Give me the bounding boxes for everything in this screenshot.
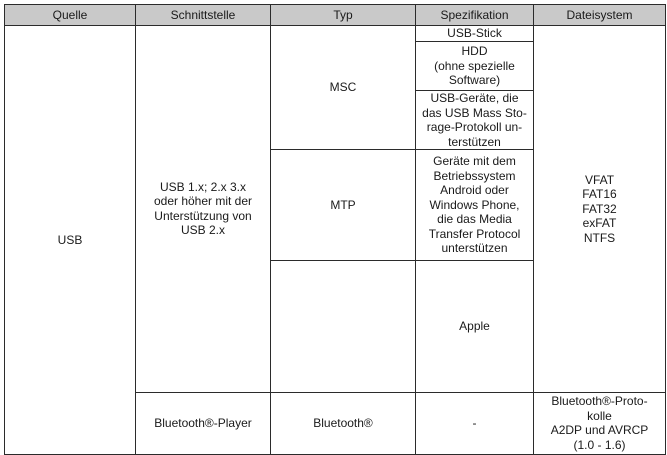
cell-spec-usbstick: USB-Stick xyxy=(416,26,534,42)
table-row xyxy=(5,26,666,42)
cell-dateisystem-usb: VFAT FAT16 FAT32 exFAT NTFS xyxy=(534,26,666,393)
cell-quelle-usb: USB xyxy=(5,26,136,455)
cell-typ-bluetooth: - xyxy=(416,392,534,454)
header-quelle: Quelle xyxy=(5,5,136,26)
cell-spec-mtp: Geräte mit dem Betriebssystem Android oder Windows Phone, die das Media Transfer Protocol unterstützen xyxy=(416,150,534,261)
cell-typ-mtp: MTP xyxy=(271,150,416,261)
cell-typ-apple: Apple xyxy=(416,261,534,393)
header-schnittstelle: Schnittstelle xyxy=(136,5,271,26)
cell-spec-bluetooth: Bluetooth®-Proto- kolle A2DP und AVRCP (1.0 - 1.6) xyxy=(534,392,666,454)
cell-typ-msc: MSC xyxy=(271,26,416,150)
cell-schnittstelle-bluetooth: Bluetooth® xyxy=(271,392,416,454)
header-dateisystem: Dateisystem xyxy=(534,5,666,26)
cell-spec-usb-geraete: USB-Geräte, die das USB Mass Sto- rage-Protokoll un- terstützen xyxy=(416,91,534,150)
cell-quelle-bluetooth: Bluetooth®-Player xyxy=(136,392,271,454)
compatibility-table xyxy=(4,4,666,455)
cell-schnittstelle-apple xyxy=(271,261,416,393)
cell-spec-hdd: HDD (ohne spezielle Software) xyxy=(416,42,534,91)
header-spezifikation: Spezifikation xyxy=(416,5,534,26)
header-typ: Typ xyxy=(271,5,416,26)
cell-schnittstelle-usb: USB 1.x; 2.x 3.x oder höher mit der Unterstützung von USB 2.x xyxy=(136,26,271,393)
header-row xyxy=(5,5,666,26)
